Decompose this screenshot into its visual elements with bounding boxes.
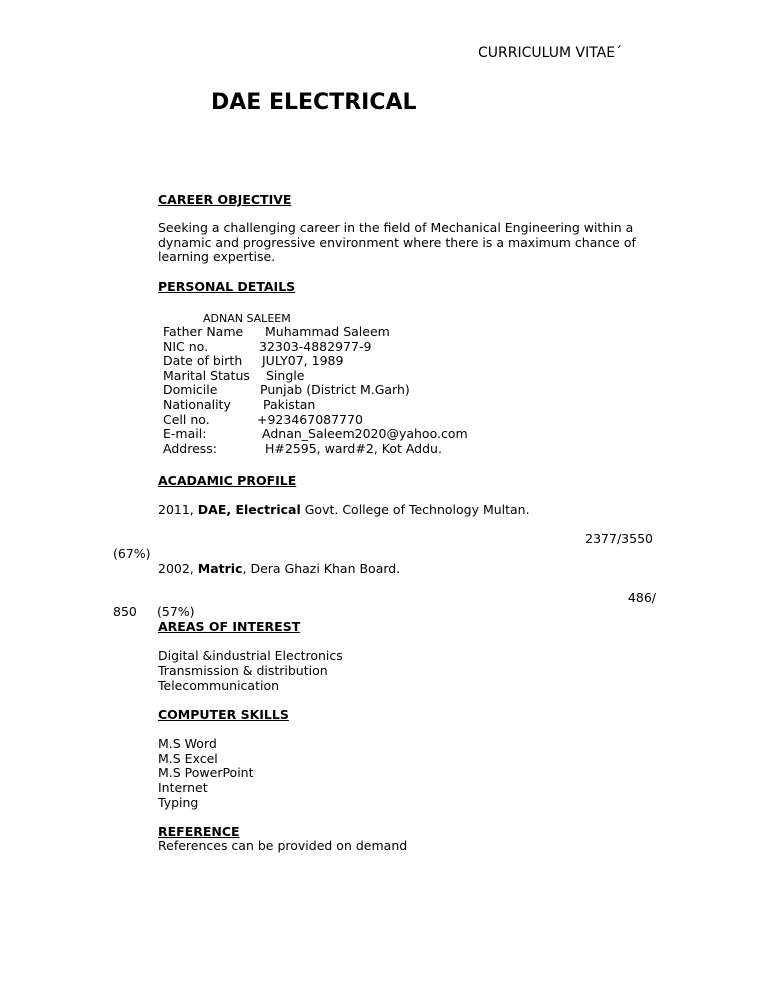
detail-label: NIC no. — [163, 339, 209, 354]
list-item: M.S Excel — [158, 751, 218, 766]
person-name: ADNAN SALEEM — [203, 312, 291, 325]
detail-value: Punjab (District M.Garh) — [260, 382, 410, 397]
list-item: Digital &industrial Electronics — [158, 648, 343, 663]
academic-marks-cont: 850 — [113, 604, 137, 619]
detail-value: Pakistan — [263, 397, 316, 412]
cv-label: CURRICULUM VITAE´ — [478, 45, 623, 61]
list-item: Typing — [158, 795, 199, 810]
detail-value: 32303-4882977-9 — [259, 339, 372, 354]
detail-value: +923467087770 — [257, 412, 363, 427]
list-item: Telecommunication — [158, 678, 280, 693]
detail-label: Domicile — [163, 382, 218, 397]
detail-value: JULY07, 1989 — [262, 353, 344, 368]
list-item: Transmission & distribution — [158, 663, 328, 678]
computer-skills-heading: COMPUTER SKILLS — [158, 707, 289, 722]
academic-degree: Matric — [197, 561, 243, 576]
academic-year: 2011, — [158, 502, 194, 517]
reference-heading: REFERENCE — [158, 824, 240, 839]
list-item: M.S PowerPoint — [158, 765, 254, 780]
detail-label: Nationality — [163, 397, 231, 412]
career-objective-text: Seeking a challenging career in the field of Mechanical Engineering within a dynamic and progressive environment where there is a maximum chance of learning expertise. — [158, 220, 636, 265]
detail-value: Single — [266, 368, 305, 383]
academic-institution: Govt. College of Technology Multan. — [304, 502, 530, 517]
academic-percent: (67%) — [113, 546, 151, 561]
academic-year: 2002, — [158, 561, 194, 576]
academic-institution: , Dera Ghazi Khan Board. — [242, 561, 401, 576]
academic-marks: 486/ — [627, 590, 656, 605]
detail-value: Adnan_Saleem2020@yahoo.com — [262, 426, 468, 441]
detail-label: E-mail: — [163, 426, 207, 441]
academic-entry — [158, 502, 530, 517]
list-item: M.S Word — [158, 736, 217, 751]
list-item: Internet — [158, 780, 208, 795]
academic-percent: (57%) — [157, 604, 195, 619]
academic-entry — [158, 561, 400, 576]
career-objective-heading: CAREER OBJECTIVE — [158, 192, 292, 207]
detail-value: Muhammad Saleem — [265, 324, 390, 339]
detail-label: Father Name — [163, 324, 244, 339]
detail-label: Date of birth — [163, 353, 243, 368]
detail-label: Cell no. — [163, 412, 210, 427]
academic-profile-heading: ACADAMIC PROFILE — [158, 473, 297, 488]
academic-marks: 2377/3550 — [585, 531, 653, 546]
detail-label: Marital Status — [163, 368, 250, 383]
academic-degree: DAE, Electrical — [197, 502, 301, 517]
areas-of-interest-heading: AREAS OF INTEREST — [158, 619, 301, 634]
personal-details-heading: PERSONAL DETAILS — [158, 279, 296, 294]
reference-text: References can be provided on demand — [158, 838, 408, 853]
page-title: DAE ELECTRICAL — [211, 90, 417, 115]
detail-label: Address: — [163, 441, 217, 456]
detail-value: H#2595, ward#2, Kot Addu. — [265, 441, 442, 456]
